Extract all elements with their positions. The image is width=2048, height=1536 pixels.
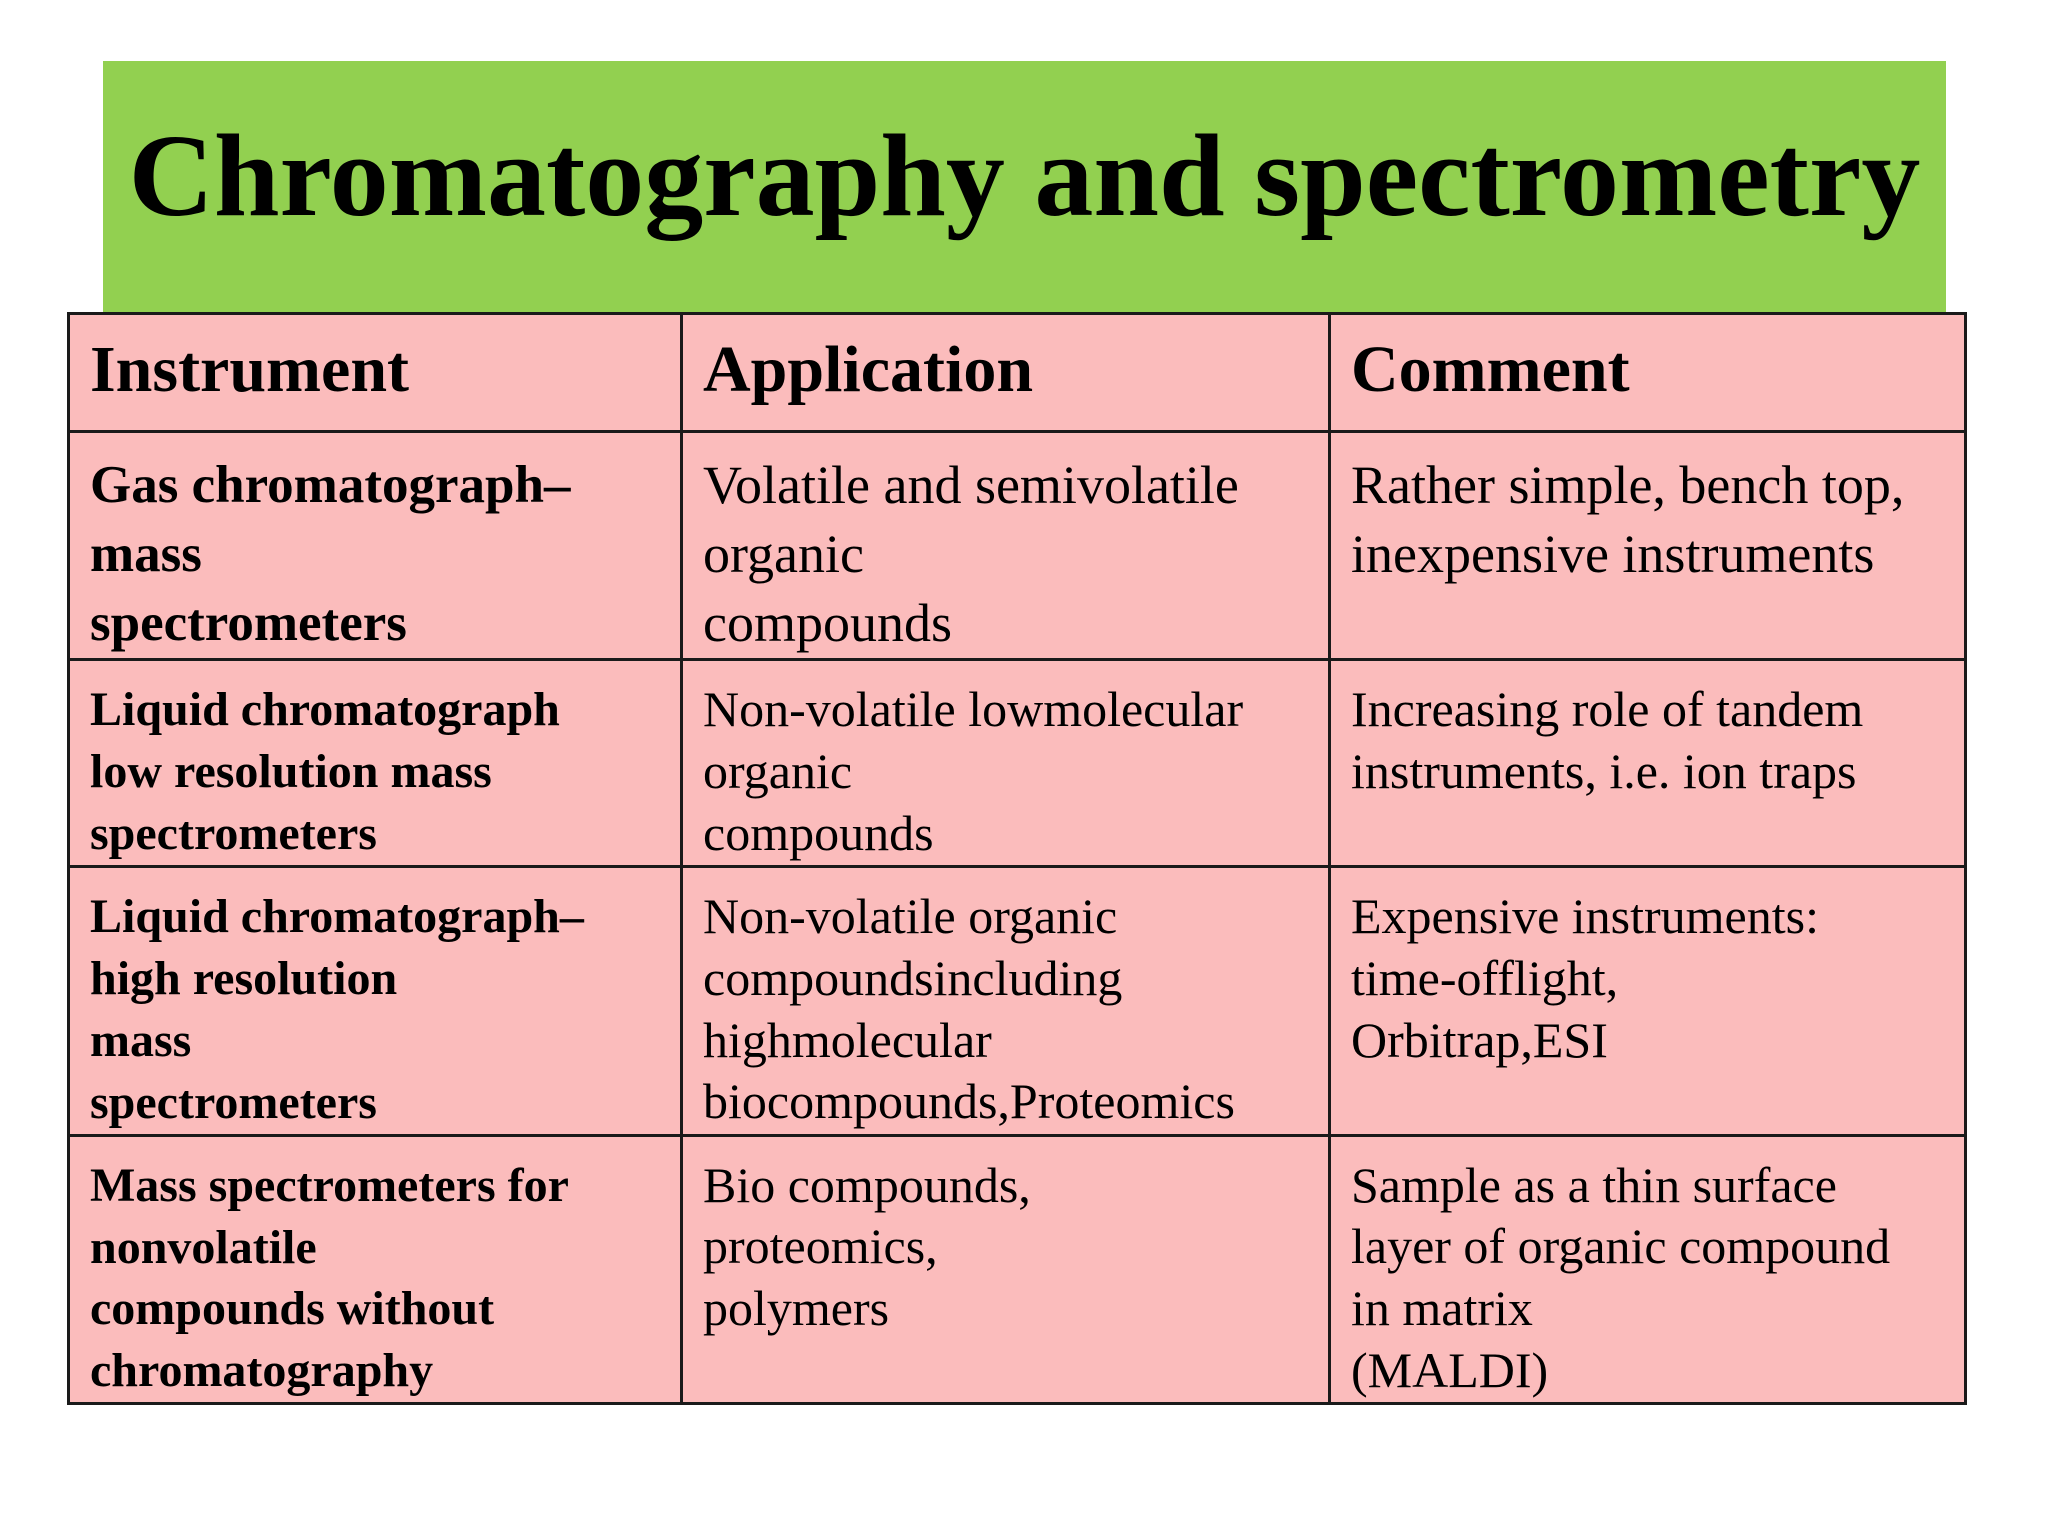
title-banner [103,61,1946,313]
comparison-table [67,312,1967,1405]
application-cell: Volatile and semivolatile organic compounds [682,432,1330,660]
header-application: Application [682,314,1330,432]
page-title: Chromatography and spectrometry [128,110,1921,241]
instrument-cell: Gas chromatograph– mass spectrometers [69,432,682,660]
instrument-cell: Liquid chromatograph– high resolution mass spectrometers [69,867,682,1136]
table-header-row [69,314,1966,432]
table-row [69,432,1966,660]
instrument-cell: Mass spectrometers for nonvolatile compounds without chromatography [69,1135,682,1404]
header-instrument: Instrument [69,314,682,432]
comment-cell: Increasing role of tandem instruments, i.e. ion traps [1330,660,1966,867]
application-cell: Non-volatile lowmolecular organic compounds [682,660,1330,867]
table-row [69,660,1966,867]
comment-cell: Rather simple, bench top, inexpensive instruments [1330,432,1966,660]
instrument-cell: Liquid chromatograph low resolution mass spectrometers [69,660,682,867]
header-comment: Comment [1330,314,1966,432]
application-cell: Bio compounds, proteomics, polymers [682,1135,1330,1404]
table-row [69,1135,1966,1404]
comment-cell: Expensive instruments: time-offlight, Orbitrap,ESI [1330,867,1966,1136]
comment-cell: Sample as a thin surface layer of organic compound in matrix (MALDI) [1330,1135,1966,1404]
application-cell: Non-volatile organic compoundsincluding highmolecular biocompounds,Proteomics [682,867,1330,1136]
table-row [69,867,1966,1136]
